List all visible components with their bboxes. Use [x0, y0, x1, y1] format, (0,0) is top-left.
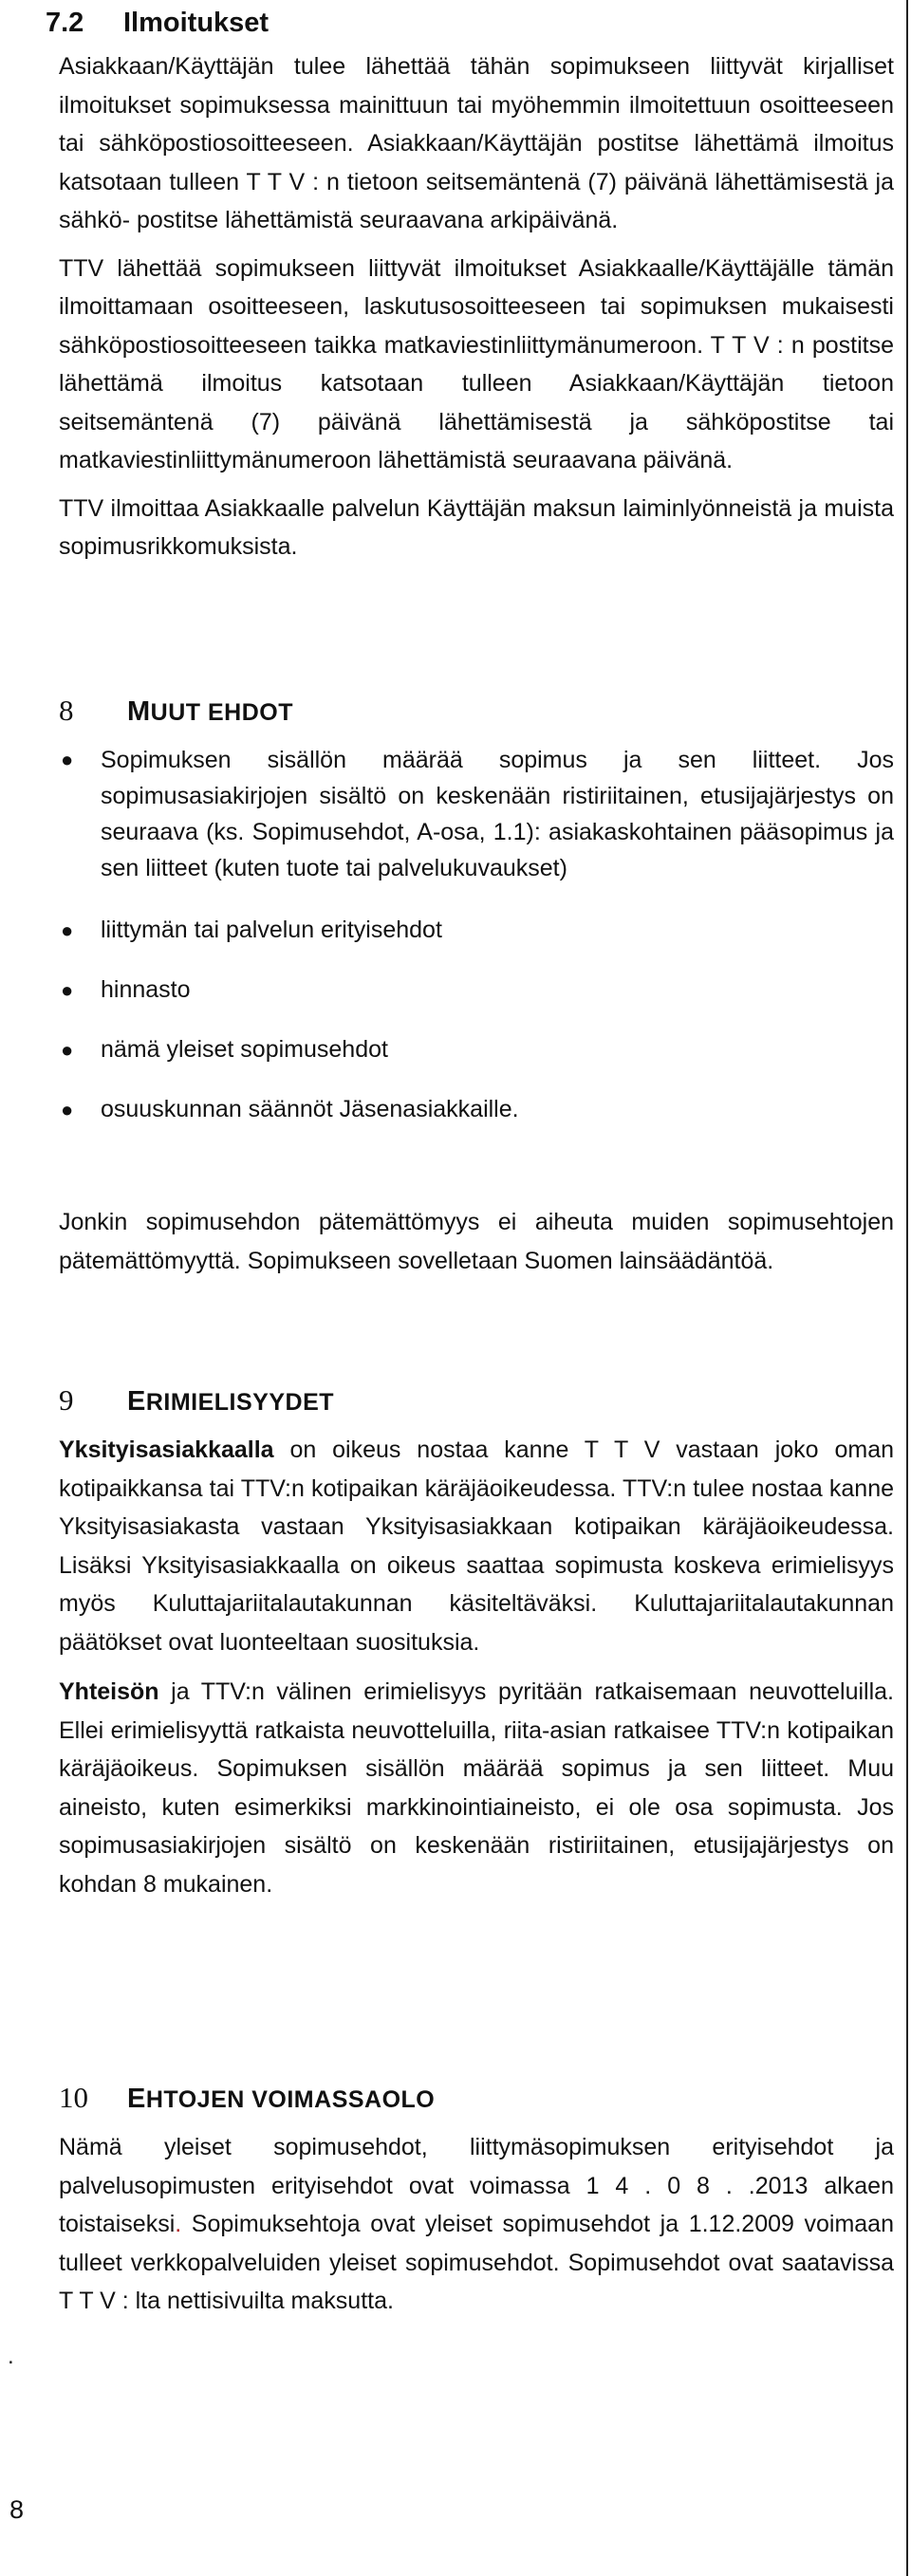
list-item-text: liittymän tai palvelun erityisehdot: [101, 917, 442, 943]
section-7-2-paragraph-1: Asiakkaan/Käyttäjän tulee lähettää tähän sopimukseen liittyvät kirjalliset ilmoitukset sopimuksessa mainittuun tai myöhemmin ilmoitettuun osoitteeseen tai sähköpostiosoitteeseen. Asiakkaan/Käyttäjän postitse lähettämä ilmoitus katsotaan tulleen T T V : n tietoon seitsemäntenä (7) päivänä lähettämisestä ja sähkö- postitse lähettämistä seuraavana arkipäivänä.: [59, 53, 894, 233]
bullet-icon: ●: [61, 1098, 74, 1121]
section-9-number: 9: [59, 1383, 74, 1417]
list-item: [59, 1090, 894, 1129]
section-9-title-rest: RIMIELISYYDET: [145, 1389, 335, 1416]
section-8-number: 8: [59, 694, 74, 727]
list-item-text: osuuskunnan säännöt Jäsenasiakkaille.: [101, 1096, 519, 1122]
section-10-paragraph: [59, 2128, 894, 2321]
page-number: 8: [9, 2495, 25, 2524]
bullet-icon: ●: [61, 748, 74, 771]
section-10-paragraph-part-2: Sopimuksehtoja ovat yleiset sopimusehdot ja 1.12.2009 voimaan tulleet verkkopalveluiden yleiset sopimusehdot. Sopimusehdot ovat saatavissa T T V : lta nettisivuilta maksutta.: [59, 2211, 894, 2314]
section-8-body: [59, 742, 894, 1281]
section-7-2-number: 7.2: [46, 8, 84, 38]
bullet-icon: ●: [61, 1038, 74, 1062]
precedence-list: [59, 742, 894, 1129]
section-8-title-initial: M: [127, 696, 151, 727]
section-7-2-title: Ilmoitukset: [123, 8, 270, 38]
page-right-rule: [906, 0, 908, 2576]
list-item-text: hinnasto: [101, 976, 191, 1003]
section-8-heading: [59, 691, 293, 732]
list-item-text: nämä yleiset sopimusehdot: [101, 1036, 388, 1063]
section-10-red-dot: .: [175, 2211, 182, 2237]
section-9-body: [59, 1431, 894, 1903]
section-9-paragraph-2-text: ja TTV:n välinen erimielisyys pyritään ratkaisemaan neuvotteluilla. Ellei erimielisyyttä ratkaista neuvotteluilla, riita-asian ratkaisee TTV:n kotipaikan käräjäoikeus. Sopimuksen sisällön määrää sopimus ja sen liitteet. Muu aineisto, kuten esimerkiksi markkinointiaineisto, ei ole osa sopimusta. Jos sopimusasiakirjojen sisältö on keskenään ristiriitainen, etusijajärjestys on kohdan 8 mukainen.: [59, 1678, 894, 1898]
section-10-title: [127, 2086, 435, 2113]
section-10-paragraph-part-1: Nämä yleiset sopimusehdot, liittymäsopimuksen erityisehdot ja palvelusopimusten erityisehdot ovat voimassa 1 4 . 0 8 . .2013 alkaen toistaiseksi: [59, 2134, 894, 2237]
section-7-2-body: [59, 47, 894, 566]
list-item: [59, 1030, 894, 1069]
section-7-2-paragraph-3: TTV ilmoittaa Asiakkaalle palvelun Käyttäjän maksun laiminlyönneistä ja muista sopimusrikkomuksista.: [59, 494, 894, 560]
section-10-number: 10: [59, 2081, 88, 2114]
section-10-body: [59, 2128, 894, 2321]
list-item-text: Sopimuksen sisällön määrää sopimus ja sen liitteet. Jos sopimusasiakirjojen sisältö on keskenään ristiriitainen, etusijajärjestys on seuraava (ks. Sopimusehdot, A-osa, 1.1): asiakaskohtainen pääsopimus ja sen liitteet (kuten tuote tai palvelukuvaukset): [101, 747, 894, 881]
section-10-title-rest: HTOJEN VOIMASSAOLO: [145, 2086, 436, 2113]
list-item: [59, 911, 894, 950]
section-9-paragraph-1-text: on oikeus nostaa kanne T T V vastaan joko oman kotipaikkansa tai TTV:n kotipaikan käräjäoikeudessa. TTV:n tulee nostaa kanne Yksityisasiakasta vastaan Yksityisasiakkaan kotipaikan käräjäoikeudessa. Lisäksi Yksityisasiakkaalla on oikeus saattaa sopimusta koskeva erimielisyys myös Kuluttajariitalautakunnan käsiteltäväksi. Kuluttajariitalautakunnan päätökset ovat luonteeltaan suosituksia.: [59, 1436, 894, 1656]
section-10-heading: [59, 2078, 435, 2120]
section-8-paragraph: Jonkin sopimusehdon pätemättömyys ei aiheuta muiden sopimusehtojen pätemättömyyttä. Sopimukseen sovelletaan Suomen lainsäädäntöä.: [59, 1209, 894, 1274]
section-8-title: [127, 696, 293, 727]
section-10-title-initial: E: [127, 2084, 146, 2114]
section-7-2-heading: [46, 2, 269, 44]
margin-dot: .: [8, 2344, 14, 2369]
section-7-2-paragraph-2: TTV lähettää sopimukseen liittyvät ilmoitukset Asiakkaalle/Käyttäjälle tämän ilmoittamaan osoitteeseen, laskutusosoitteeseen tai sopimuksen mukaisesti sähköpostiosoitteeseen taikka matkaviestinliittymänumeroon. T T V : n postitse lähettämä ilmoitus katsotaan tulleen Asiakkaan/Käyttäjän tietoon seitsemäntenä (7) päivänä lähettämisestä ja sähköpostitse tai matkaviestinliittymänumeroon lähettämistä seuraavana päivänä.: [59, 254, 894, 473]
section-8-title-rest: UUT EHDOT: [150, 699, 293, 726]
list-item: [59, 971, 894, 1010]
section-9-paragraph-1: [59, 1431, 894, 1661]
section-9-paragraph-2: [59, 1673, 894, 1903]
section-9-title: [127, 1386, 335, 1417]
list-item: [59, 742, 894, 886]
section-9-title-initial: E: [127, 1386, 146, 1417]
bullet-icon: ●: [61, 978, 74, 1002]
section-9-paragraph-1-lead: Yksityisasiakkaalla: [59, 1436, 274, 1463]
bullet-icon: ●: [61, 918, 74, 942]
section-9-heading: [59, 1381, 334, 1422]
section-9-paragraph-2-lead: Yhteisön: [59, 1678, 159, 1705]
